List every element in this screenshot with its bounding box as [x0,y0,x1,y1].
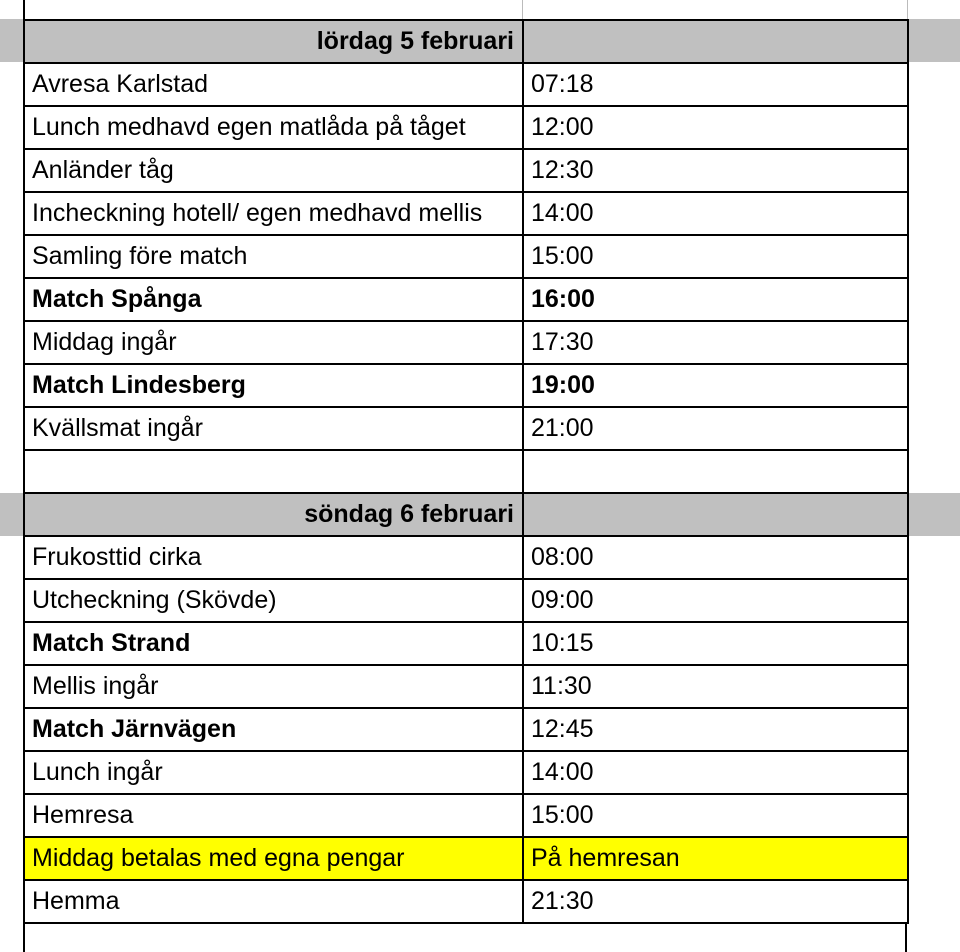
activity-cell: Lunch ingår [24,751,523,794]
table-row [24,880,908,923]
activity-cell: Lunch medhavd egen matlåda på tåget [24,106,523,149]
time-cell: 16:00 [523,278,908,321]
time-cell: 17:30 [523,321,908,364]
time-cell: 12:00 [523,106,908,149]
table-row [24,192,908,235]
activity-cell: Samling före match [24,235,523,278]
activity-cell: Middag ingår [24,321,523,364]
activity-cell: Utcheckning (Skövde) [24,579,523,622]
section-header-date: lördag 5 februari [24,20,523,63]
time-cell: 21:00 [523,407,908,450]
match-row [24,622,908,665]
time-cell: 11:30 [523,665,908,708]
table-row [24,106,908,149]
time-cell: 08:00 [523,536,908,579]
activity-cell: Kvällsmat ingår [24,407,523,450]
time-cell: 14:00 [523,192,908,235]
activity-cell: Hemma [24,880,523,923]
activity-cell: Match Lindesberg [24,364,523,407]
activity-cell: Match Spånga [24,278,523,321]
table-continuation-left [23,924,25,952]
activity-cell: Incheckning hotell/ egen medhavd mellis [24,192,523,235]
table-row [24,321,908,364]
previous-row-sliver [23,0,909,19]
time-cell: 15:00 [523,235,908,278]
section-header-row [24,493,908,536]
time-cell: 10:15 [523,622,908,665]
time-cell: På hemresan [523,837,908,880]
activity-cell: Mellis ingår [24,665,523,708]
section-header-date: söndag 6 februari [24,493,523,536]
table-row [24,536,908,579]
activity-cell: Middag betalas med egna pengar [24,837,523,880]
section-header-time-cell [523,20,908,63]
activity-cell: Anländer tåg [24,149,523,192]
time-cell: 19:00 [523,364,908,407]
table-row [24,149,908,192]
activity-cell: Frukosttid cirka [24,536,523,579]
section-header-time-cell [523,493,908,536]
time-cell: 12:45 [523,708,908,751]
time-cell: 07:18 [523,63,908,106]
schedule-table [23,19,909,924]
table-continuation-right [905,924,907,952]
time-cell: 15:00 [523,794,908,837]
activity-cell: Hemresa [24,794,523,837]
table-row [24,63,908,106]
table-row [24,751,908,794]
match-row [24,278,908,321]
spacer-row [24,450,908,493]
activity-cell: Match Järnvägen [24,708,523,751]
time-cell: 14:00 [523,751,908,794]
activity-cell: Avresa Karlstad [24,63,523,106]
highlighted-row [24,837,908,880]
match-row [24,364,908,407]
table-row [24,235,908,278]
time-cell: 12:30 [523,149,908,192]
match-row [24,708,908,751]
table-row [24,665,908,708]
activity-cell: Match Strand [24,622,523,665]
section-header-row [24,20,908,63]
empty-cell [523,450,908,493]
table-row [24,794,908,837]
table-row [24,407,908,450]
time-cell: 21:30 [523,880,908,923]
empty-cell [24,450,523,493]
table-row [24,579,908,622]
time-cell: 09:00 [523,579,908,622]
